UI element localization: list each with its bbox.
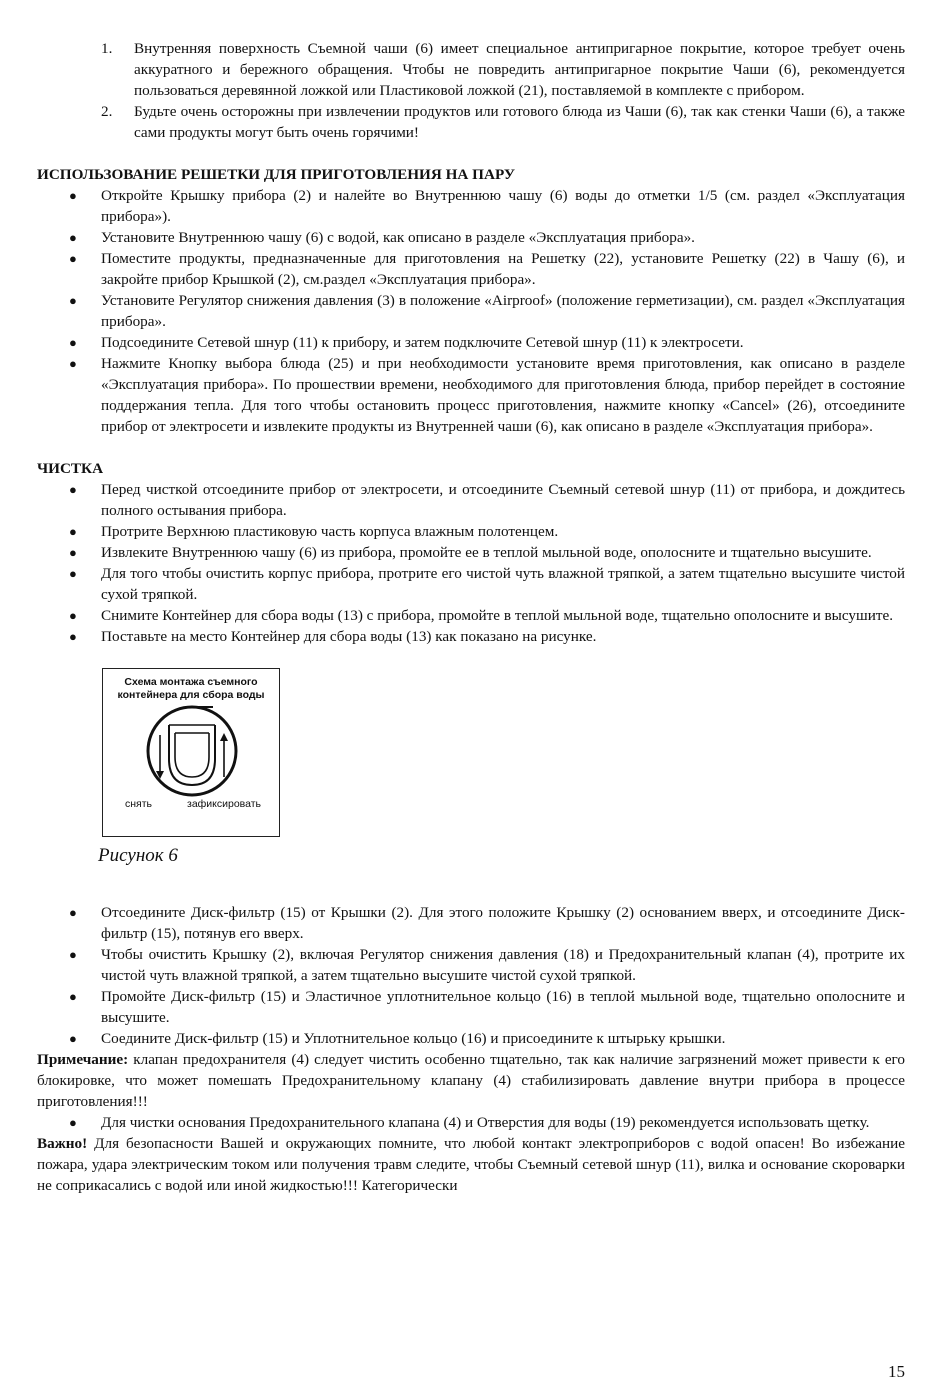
item-text: Для чистки основания Предохранительного клапана (4) и Отверстия для воды (19) рекомендуется использовать щетку. [101,1114,870,1131]
note-paragraph [37,1049,905,1112]
bullet-icon: ● [69,335,77,350]
item-text: Будьте очень осторожны при извлечении продуктов или готового блюда из Чаши (6), так как стенки Чаши (6), а также сами продукты могут быть очень горячими! [134,103,905,141]
item-number: 2. [101,103,113,120]
bullet-icon: ● [69,989,77,1004]
item-text: Нажмите Кнопку выбора блюда (25) и при необходимости установите время приготовления, как описано в разделе «Эксплуатация прибора». По прошествии времени, необходимого для приготовления блюда, прибор перейдет в состояние поддержания тепла. Для того чтобы остановить процесс приготовления, нажмите кнопку «Cancel» (26), отсоедините прибор от электросети и извлеките продукты из Внутренней чаши (6), как описано в разделе «Эксплуатация прибора». [101,355,905,435]
item-text: Чтобы очистить Крышку (2), включая Регулятор снижения давления (18) и Предохранительный клапан (4), протрите их чистой чуть влажной тряпкой, а затем тщательно высушите чистой сухой тряпкой. [101,946,905,984]
list-item [69,986,905,1028]
bullet-icon: ● [69,608,77,623]
bullet-icon: ● [69,524,77,539]
list-item [69,944,905,986]
item-text: Для того чтобы очистить корпус прибора, протрите его чистой чуть влажной тряпкой, а затем тщательно высушите чистой сухой тряпкой. [101,565,905,603]
figure-title: Схема монтажа съемного контейнера для сбора воды [117,676,265,701]
final-bullet-list [37,1112,905,1133]
intro-numbered-list [37,38,905,143]
remove-label: снять [125,798,153,810]
important-text: Для безопасности Вашей и окружающих помните, что любой контакт электроприборов с водой опасен! Во избежание пожара, удара электрическим током или получения травм следите, чтобы Съемный сетевой шнур (11), вилка и основание скороварки не соприкасались с водой или иной жидкостью!!! Категорически [37,1135,905,1194]
list-item [69,185,905,227]
bullet-icon: ● [69,905,77,920]
list-item [69,1112,905,1133]
list-item [69,227,905,248]
item-text: Протрите Верхнюю пластиковую часть корпуса влажным полотенцем. [101,523,559,540]
container-mounting-diagram [102,668,280,837]
list-item [69,353,905,437]
list-item [69,605,905,626]
bullet-icon: ● [69,188,77,203]
item-text: Отсоедините Диск-фильтр (15) от Крышки (2). Для этого положите Крышку (2) основанием вверх, и отсоедините Диск-фильтр (15), потянув его вверх. [101,904,905,942]
bullet-icon: ● [69,947,77,962]
item-text: Откройте Крышку прибора (2) и налейте во Внутреннюю чашу (6) воды до отметки 1/5 (см. раздел «Эксплуатация прибора»). [101,187,905,225]
fix-label: зафиксировать [187,798,262,810]
item-text: Подсоедините Сетевой шнур (11) к прибору, и затем подключите Сетевой шнур (11) к электросети. [101,334,744,351]
list-item [69,902,905,944]
list-item [69,1028,905,1049]
bullet-icon: ● [69,251,77,266]
item-text: Перед чисткой отсоедините прибор от электросети, и отсоедините Съемный сетевой шнур (11) от прибора, и дождитесь полного остывания прибора. [101,481,905,519]
bullet-icon: ● [69,1031,77,1046]
item-text: Извлеките Внутреннюю чашу (6) из прибора, промойте ее в теплой мыльной воде, ополосните и тщательно высушите. [101,544,872,561]
item-text: Поставьте на место Контейнер для сбора воды (13) как показано на рисунке. [101,628,597,645]
list-item [69,332,905,353]
figure-block [37,647,905,902]
item-text: Внутренняя поверхность Съемной чаши (6) имеет специальное антипригарное покрытие, которое требует очень аккуратного и бережного обращения. Чтобы не повредить антипригарное покрытие Чаши (6), рекомендуется пользоваться деревянной ложкой или Пластиковой ложкой (21), поставляемой в комплекте с прибором. [134,40,905,99]
bullet-icon: ● [69,293,77,308]
item-text: Поместите продукты, предназначенные для приготовления на Решетку (22), установите Решетку (22) в Чашу (6), и закройте прибор Крышкой (2), см.раздел «Эксплуатация прибора». [101,250,905,288]
cleaning-section-heading: ЧИСТКА [37,460,104,477]
item-text: Соедините Диск-фильтр (15) и Уплотнительное кольцо (16) и присоедините к штырьку крышки. [101,1030,726,1047]
item-text: Промойте Диск-фильтр (15) и Эластичное уплотнительное кольцо (16) в теплой мыльной воде, тщательно ополосните и высушите. [101,988,905,1026]
page-content [37,38,905,1196]
bullet-icon: ● [69,230,77,245]
list-item [69,248,905,290]
note-text: клапан предохранителя (4) следует чистить особенно тщательно, так как наличие загрязнений может привести к его блокировке, что может помешать Предохранительному клапану (4) стабилизировать давление внутри прибора в процессе приготовления!!! [37,1051,905,1110]
bullet-icon: ● [69,629,77,644]
figure-caption: Рисунок 6 [98,845,178,866]
note-label: Примечание: [37,1051,129,1068]
list-item [69,563,905,605]
list-item [69,542,905,563]
important-paragraph [37,1133,905,1196]
page-number: 15 [888,1362,905,1381]
important-label: Важно! [37,1135,88,1152]
steam-section-heading: ИСПОЛЬЗОВАНИЕ РЕШЕТКИ ДЛЯ ПРИГОТОВЛЕНИЯ НА ПАРУ [37,166,515,183]
list-item [69,479,905,521]
item-text: Установите Внутреннюю чашу (6) с водой, как описано в разделе «Эксплуатация прибора». [101,229,695,246]
list-item [69,626,905,647]
item-text: Снимите Контейнер для сбора воды (13) с прибора, промойте в теплой мыльной воде, тщательно ополосните и высушите. [101,607,894,624]
bullet-icon: ● [69,356,77,371]
item-text: Установите Регулятор снижения давления (3) в положение «Airproof» (положение герметизации), см. раздел «Эксплуатация прибора». [101,292,905,330]
bullet-icon: ● [69,482,77,497]
bullet-icon: ● [69,566,77,581]
list-item [101,38,905,101]
list-item [69,290,905,332]
cleaning-bullet-list [37,479,905,647]
list-item [101,101,905,143]
steam-bullet-list [37,185,905,437]
bullet-icon: ● [69,1115,77,1130]
list-item [69,521,905,542]
after-figure-bullet-list [37,902,905,1049]
bullet-icon: ● [69,545,77,560]
item-number: 1. [101,40,113,57]
